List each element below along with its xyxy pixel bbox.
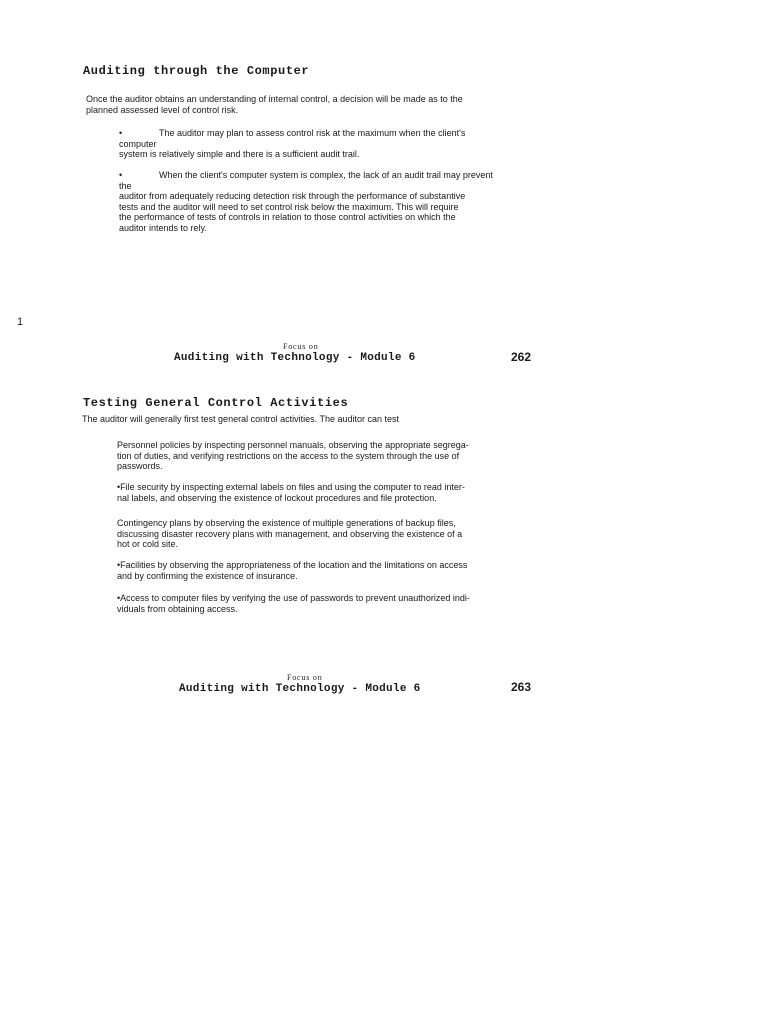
slide2-intro xyxy=(82,414,399,425)
item-text: tion of duties, and verifying restrictions on the access to the system through the use of xyxy=(117,450,460,461)
slide2-item-facilities xyxy=(117,560,467,581)
slide2-item-access xyxy=(117,593,470,614)
bullet-icon: • xyxy=(117,593,121,603)
bullet-icon: • xyxy=(117,482,121,492)
item-text: hot or cold site. xyxy=(117,539,179,549)
item-text: viduals from obtaining access. xyxy=(117,603,238,614)
page-number: 262 xyxy=(511,350,532,364)
intro-line: Once the auditor obtains an understanding of internal control, a decision will be made as to the xyxy=(86,94,463,104)
page-number: 263 xyxy=(511,680,532,694)
bullet-text: computer xyxy=(119,138,157,149)
bullet-icon: • xyxy=(119,170,123,180)
bullet-text: system is relatively simple and there is a sufficient audit trail. xyxy=(119,149,360,159)
slide1-bullet1 xyxy=(119,128,465,160)
slide1-bullet2 xyxy=(119,170,493,233)
bullet-text: the xyxy=(119,180,132,191)
slide1-intro xyxy=(86,94,463,115)
intro-line: The auditor will generally first test general control activities. The auditor can test xyxy=(82,414,399,424)
footer-title: Auditing with Technology - Module 6 xyxy=(174,352,416,364)
slide2-item-personnel xyxy=(117,440,469,472)
item-text: File security by inspecting external labels on files and using the computer to read inter- xyxy=(120,482,465,492)
footer-title: Auditing with Technology - Module 6 xyxy=(179,683,421,695)
item-text: Contingency plans by observing the existence of multiple generations of backup files, xyxy=(117,518,456,528)
bullet-text: the performance of tests of controls in relation to those control activities on which the xyxy=(119,212,456,222)
slide2-item-contingency xyxy=(117,518,462,550)
item-text: and by confirming the existence of insurance. xyxy=(117,570,298,581)
bullet-text: tests and the auditor will need to set control risk below the maximum. This will require xyxy=(119,201,459,212)
slide1-heading: Auditing through the Computer xyxy=(83,64,310,78)
slide-number: 1 xyxy=(17,316,24,328)
intro-line: planned assessed level of control risk. xyxy=(86,104,239,115)
bullet-text: auditor from adequately reducing detection risk through the performance of substantive xyxy=(119,191,466,201)
item-text: passwords. xyxy=(117,461,163,471)
bullet-icon: • xyxy=(117,560,121,570)
item-text: discussing disaster recovery plans with management, and observing the existence of a xyxy=(117,528,463,539)
bullet-text: auditor intends to rely. xyxy=(119,222,207,233)
slide2-item-file-security xyxy=(117,482,465,503)
bullet-text: The auditor may plan to assess control risk at the maximum when the client's xyxy=(159,128,466,138)
item-text: Personnel policies by inspecting personnel manuals, observing the appropriate segrega- xyxy=(117,440,469,450)
footer-focus-on: Focus on xyxy=(283,342,319,351)
footer-focus-on: Focus on xyxy=(287,673,323,682)
bullet-icon: • xyxy=(119,128,123,138)
item-text: nal labels, and observing the existence of lockout procedures and file protection. xyxy=(117,492,437,503)
item-text: Facilities by observing the appropriateness of the location and the limitations on access xyxy=(120,560,468,570)
bullet-text: When the client's computer system is complex, the lack of an audit trail may prevent xyxy=(159,170,493,180)
slide2-heading: Testing General Control Activities xyxy=(83,396,349,410)
item-text: Access to computer files by verifying the use of passwords to prevent unauthorized indi- xyxy=(120,593,470,603)
